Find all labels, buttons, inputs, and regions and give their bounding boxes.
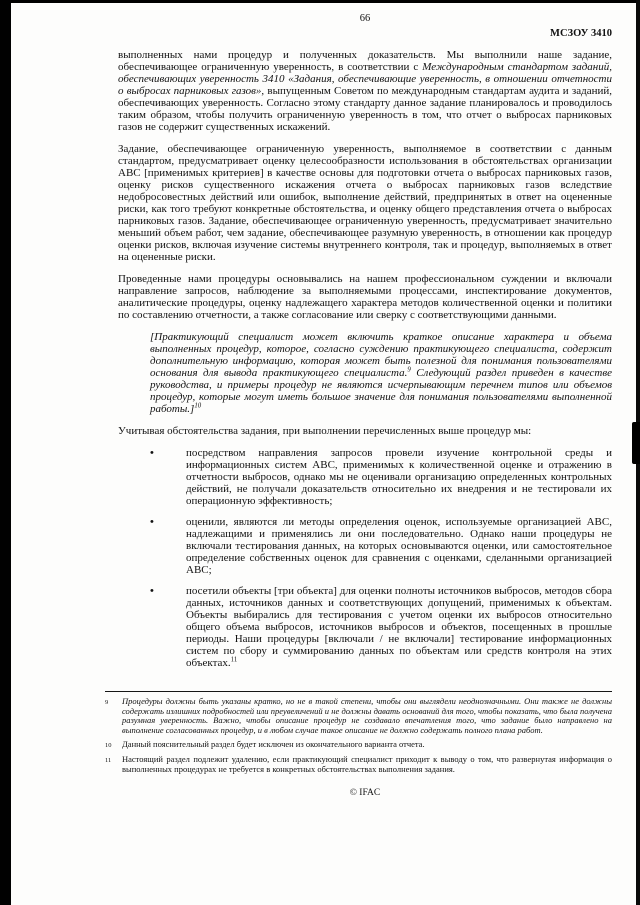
bullets-intro: Учитывая обстоятельства задания, при выполнении перечисленных выше процедур мы:	[118, 425, 532, 437]
bullet-icon: •	[150, 585, 154, 597]
bullet-icon: •	[150, 516, 154, 528]
bullet-list	[118, 447, 612, 669]
footnote-10	[105, 740, 612, 750]
paragraph-limited-assurance-scope: Задание, обеспечивающее ограниченную уверенность, выполняемое в соответствии с данным стандартом, предусматривает оценку целесообразности использования в обстоятельствах организации АВС [применимых критериев] в качестве основы для подготовки отчета о выбросах парниковых газов, оценку рисков существенного искажения отчета о выбросах парниковых газов вследствие недобросовестных действий или ошибок, выполнение действий, предпринятых в ответ на оцененные риски, как того требуют конкретные обстоятельства, и оценку общего представления отчета о выбросах парниковых газов. Задание, обеспечивающее ограниченную уверенность, предусматривает значительно меньший объем работ, чем задание, обеспечивающее разумную уверенность, в отношении как процедур оценки рисков, включая изучение системы внутреннего контроля, так и процедур, выполняемых в ответ на оцененные риски.	[118, 143, 612, 263]
bullet-text	[186, 447, 612, 507]
footnote-9	[105, 697, 612, 735]
footnote-text: Настоящий раздел подлежит удалению, если практикующий специалист приходит к выводу о том, что развернутая информация о выполненных процедурах не требуется в конкретных обстоятельствах выполнения задания.	[122, 754, 612, 774]
footnote-text: Данный пояснительный раздел будет исключен из окончательного варианта отчета.	[122, 739, 425, 749]
footnote-text: Процедуры должны быть указаны кратко, но не в такой степени, чтобы они выглядели неоднозначными. Они также не должны содержать излишних подробностей или преувеличений и не должны давать оснований для того, чтобы показать, что была получена разумная уверенность. Важно, чтобы описание процедур не создавало впечатления того, что задание было направлено на выполнение согласованных процедур, и в любом случае такое описание не должно содержать полного плана работ.	[122, 696, 612, 735]
p1-standard-title: Международным стандартом заданий, обеспечивающих уверенность 3410 «Задания, обеспечивающие уверенность, в отношении отчетности о выбросах парниковых газов»	[118, 61, 612, 97]
footnote-11	[105, 755, 612, 774]
page-number: 66	[359, 13, 371, 24]
footnote-number: 11	[105, 756, 112, 764]
bullet-3-text: посетили объекты [три объекта] для оценки полноты источников выбросов, методов сбора данных, источников данных и соответствующих допущений, применимых к объектам. Объекты выбирались для тестирования с учетом оценки их выбросов относительно общего объема выбросов, источников выбросов и объектов, посещенных в прошлые периоды. Наши процедуры [включали / не включали] тестирование информационных систем по сбору и суммированию данных по объектам или средств контроля на этих объектах.	[186, 585, 612, 669]
p1-text-end: , выпущенным Советом по международным стандартам аудита и заданий, обеспечивающих уверенность. Согласно этому стандарту данное задание планировалось и проводилось таким образом, чтобы получить ограниченную уверенность в том, что отчет о выбросах парниковых газов не содержит существенных искажений.	[118, 85, 612, 133]
bullet-item-estimation-methods	[150, 516, 612, 576]
guidance-text-1: [Практикующий специалист может включить краткое описание характера и объема выполненных процедур, которое, согласно суждению практикующего специалиста, содержит дополнительную информацию, которая может быть полезной для понимания пользователями основания для вывода практикующего специалиста.	[150, 331, 612, 379]
scan-edge-left	[0, 0, 11, 905]
guidance-paragraph	[150, 331, 612, 415]
guidance-text-2: Следующий раздел приведен в качестве руководства, и примеры процедур не являются исчерпывающим перечнем типов или объемов процедур, которые могут иметь большое значение для понимания пользователями выполненной работы.]	[150, 367, 612, 415]
bullet-icon: •	[150, 447, 154, 459]
footnote-ref-11: 11	[230, 656, 238, 664]
paragraph-assurance-standard	[118, 49, 612, 133]
footnote-ref-9: 9	[407, 366, 411, 374]
paragraph-procedures-judgement: Проведенные нами процедуры основывались на нашем профессиональном суждении и включали направление запросов, наблюдение за выполняемыми процессами, инспектирование документов, аналитические процедуры, оценку надлежащего характера методов количественной оценки и политики по составлению отчетности, а также согласование или сверку с соответствующими данными.	[118, 273, 612, 321]
scan-artifact-right	[632, 422, 640, 464]
footnote-ref-10: 10	[194, 402, 202, 410]
footnote-number: 10	[105, 741, 112, 749]
copyright-footer: © IFAC	[349, 788, 381, 798]
bullet-1-text: посредством направления запросов провели изучение контрольной среды и информационных систем АВС, применимых к количественной оценке и отражению в отчетности выбросов, однако мы не оценивали организацию определенных контрольных действий, не получали доказательств относительно их внедрения и не тестировали их операционную эффективность;	[186, 447, 612, 507]
bullet-item-site-visits	[150, 585, 612, 669]
bullet-text	[186, 585, 612, 669]
footnote-number: 9	[105, 698, 109, 706]
p1-text-start: выполненных нами процедур и полученных доказательств. Мы выполнили наше задание, обеспечивающее ограниченную уверенность, в соответствии с	[118, 49, 612, 73]
doc-reference: МСЗОУ 3410	[550, 28, 612, 39]
bullet-item-control-environment	[150, 447, 612, 507]
page-content	[105, 0, 612, 798]
footnotes-section	[105, 691, 612, 774]
bullet-text	[186, 516, 612, 576]
bullet-2-text: оценили, являются ли методы определения оценок, используемые организацией АВС, надлежащими и применялись ли они последовательно. Однако наши процедуры не включали тестирования данных, на которых основываются оценки, или самостоятельное определение собственных оценок для сравнения с оценками, сделанными организацией АВС;	[186, 516, 612, 576]
